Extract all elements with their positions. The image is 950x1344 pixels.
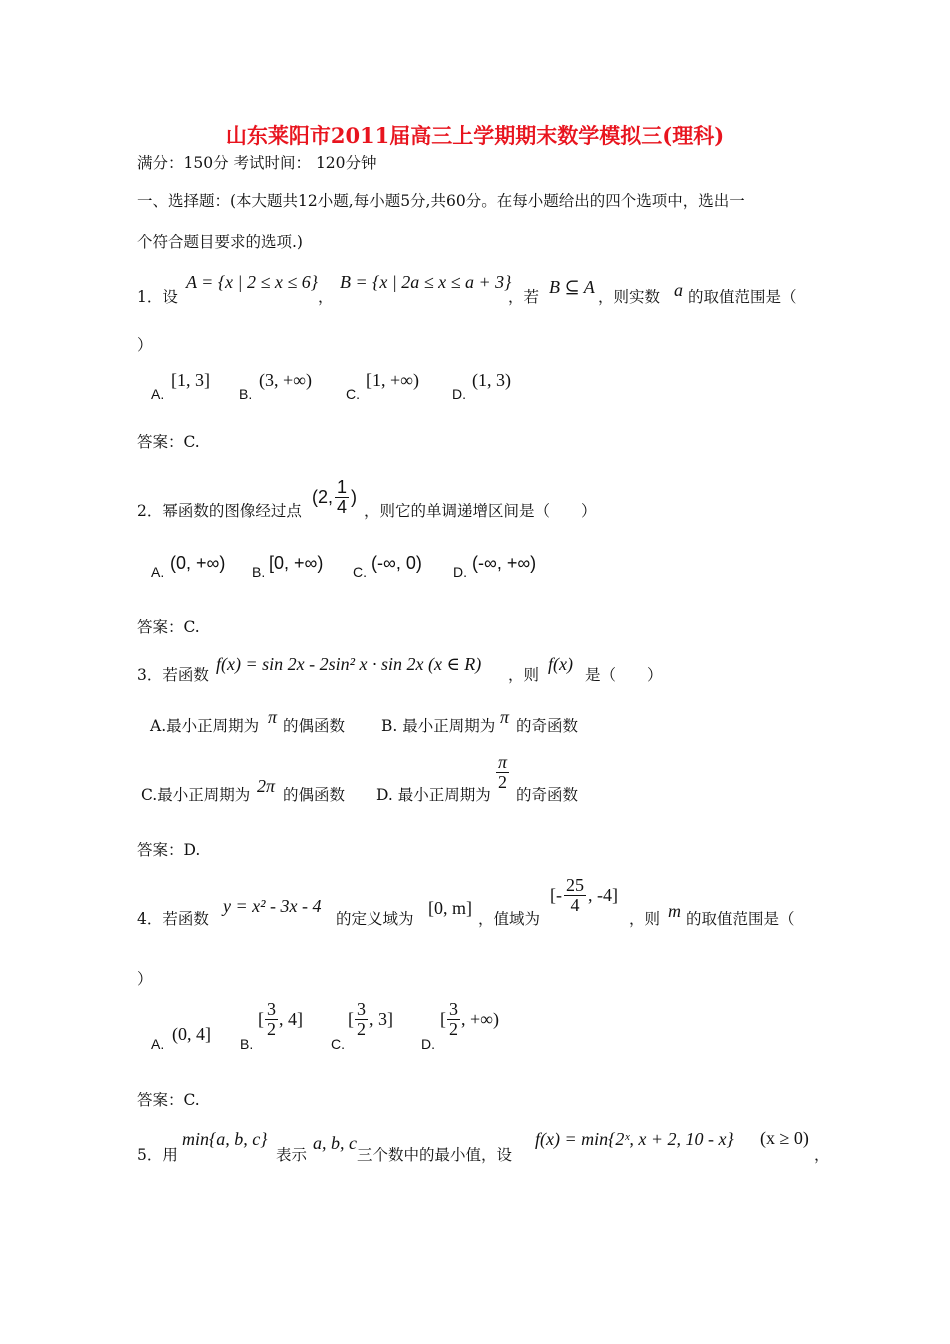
pi-symbol: π	[268, 707, 278, 727]
option-label: D.	[453, 564, 467, 580]
abc-vars: a, b, c	[313, 1133, 357, 1153]
option-label: C.	[331, 1036, 345, 1052]
question-number: 5．用	[137, 1146, 178, 1164]
function-formula: f(x) = sin 2x - 2sin² x · sin 2x (x ∈ R)	[216, 654, 482, 674]
document-title: 山东莱阳市2011届高三上学期期末数学模拟三(理科)	[225, 123, 725, 148]
question-number: 4．若函数	[137, 910, 209, 928]
option-value: (1, 3)	[472, 370, 511, 390]
set-b-formula: B = {x | 2a ≤ x ≤ a + 3}	[340, 272, 512, 292]
question-number: 1．设	[137, 288, 178, 306]
option-c: C.最小正周期为	[141, 786, 251, 804]
option-label: C.	[346, 386, 360, 402]
variable-a: a	[674, 280, 683, 300]
variable-m: m	[668, 901, 681, 921]
option-value: (-∞, +∞)	[472, 553, 537, 573]
option-value: (0, 4]	[172, 1024, 211, 1044]
answer: 答案：C.	[137, 433, 200, 451]
section-intro-line-2: 个符合题目要求的选项.)	[137, 233, 303, 251]
option-label: B.	[240, 1036, 254, 1052]
domain-interval: [0, m]	[428, 898, 472, 918]
option-value: [0, +∞)	[269, 553, 324, 573]
option-d: D. 最小正周期为	[376, 786, 491, 804]
domain-condition: (x ≥ 0)	[760, 1128, 809, 1148]
option-label: A.	[151, 1036, 165, 1052]
answer: 答案：D.	[137, 841, 201, 859]
pi-symbol: π	[500, 707, 510, 727]
option-value: [1, +∞)	[366, 370, 419, 390]
option-b: B. 最小正周期为	[381, 717, 496, 735]
question-number: 2．幂函数的图像经过点	[137, 502, 302, 520]
option-value: [ $\frac{3}{2}$ , +∞)	[440, 999, 499, 1039]
set-a-formula: A = {x | 2 ≤ x ≤ 6}	[186, 272, 318, 292]
exam-meta: 满分：150分 考试时间： 120分钟	[137, 154, 377, 172]
option-value: [ $\frac{3}{2}$ , 4]	[258, 999, 303, 1039]
section-intro-line-1: 一、选择题：(本大题共12小题,每小题5分,共60分。在每小题给出的四个选项中，选出一	[137, 192, 745, 210]
option-label: B.	[252, 564, 266, 580]
option-label: B.	[239, 386, 253, 402]
answer: 答案：C.	[137, 618, 200, 636]
function-fx: f(x)	[548, 654, 573, 674]
document-page: 山东莱阳市2011届高三上学期期末数学模拟三(理科) 满分：150分 考试时间： 120分钟 一、选择题：(本大题共12小题,每小题5分,共60分。在每小题给出的四个选项中，选出一 个符合题目要求的选项.) 1．设 A = {x | 2 ≤ x ≤ 6} ， B = {x | 2a ≤ x ≤ a + 3} ，若 B ⊆ A ，则实数 a 的取值范围是（ ） A. [1, 3] B. (3, +∞) C. [1, +∞) D. (1, 3) 答案：C. 2．幂函数的图像经过点 (2, $\frac{1}{4}$ ) ，则它的单调递增区间是（ ） A. (0, +∞) B. [0, +∞) C. (-∞, 0) D. (-∞, +∞) 答案：C. 3．若函数 f(x) = sin 2x - 2sin² x · sin 2x (x ∈ R) ，则 f(x) 是（ ） A.最小正周期为 π 的偶函数 B. 最小正周期为 π 的奇函数 C.最小正周期为 2π 的偶函数 D. 最小正周期为 $\frac{\pi}{2}$ 的奇函数 答案：D. 4．若函数 y = x² - 3x - 4 的定义域为 [0, m] ，值域为 [- $\frac{25}{4}$ , -4] ，则 m 的取值范围是（ ） A. (0, 4] B. [ $\frac{3}{2}$ , 4] C. [ $\frac{3}{2}$ , 3] D. [ $\frac{3}{2}$ , +∞) 答案：C. 5．用 min{a, b, c} 表示 a, b, c 三个数中的最小值，设 f(x) = min{2ˣ, x + 2, 10 - x} (x ≥ 0) ，	[0, 0, 950, 1344]
option-label: A.	[151, 386, 165, 402]
option-label: D.	[421, 1036, 435, 1052]
function-formula: y = x² - 3x - 4	[223, 896, 322, 916]
subset-condition: B ⊆ A	[549, 277, 595, 297]
option-value: [ $\frac{3}{2}$ , 3]	[348, 999, 393, 1039]
range-interval: [- $\frac{25}{4}$ , -4]	[550, 875, 618, 915]
answer: 答案：C.	[137, 1091, 200, 1109]
option-label: C.	[353, 564, 367, 580]
option-value: (-∞, 0)	[371, 553, 422, 573]
point-formula: (2, $\frac{1}{4}$ )	[312, 477, 358, 517]
pi-over-two: $\frac{\pi}{2}$	[498, 752, 508, 792]
two-pi: 2π	[257, 776, 276, 796]
option-label: A.	[151, 564, 165, 580]
min-abc: min{a, b, c}	[182, 1129, 268, 1149]
min-function-formula: f(x) = min{2ˣ, x + 2, 10 - x}	[535, 1129, 734, 1149]
option-value: (0, +∞)	[170, 553, 226, 573]
option-value: [1, 3]	[171, 370, 210, 390]
option-label: D.	[452, 386, 466, 402]
option-a: A.最小正周期为	[150, 717, 260, 735]
question-number: 3．若函数	[137, 666, 209, 684]
option-value: (3, +∞)	[259, 370, 312, 390]
